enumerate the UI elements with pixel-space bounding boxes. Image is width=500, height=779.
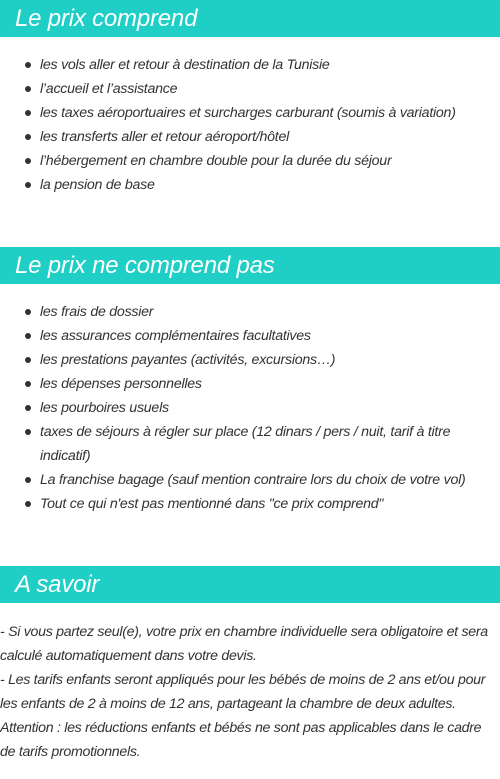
info-paragraph: - Si vous partez seul(e), votre prix en chambre individuelle sera obligatoire et sera calculé automatiquement dans votre devis. [0,624,488,664]
list-item: les taxes aéroportuaires et surcharges carburant (soumis à variation) [0,101,500,125]
info-paragraph: Attention : les réductions enfants et bébés ne sont pas applicables dans le cadre de tarifs promotionnels. [0,720,482,760]
list-item: l’accueil et l’assistance [0,77,500,101]
list-item: La franchise bagage (sauf mention contraire lors du choix de votre vol) [0,468,500,492]
info-paragraph: - Les tarifs enfants seront appliqués pour les bébés de moins de 2 ans et/ou pour les enfants de 2 à moins de 12 ans, partageant la chambre de deux adultes. [0,672,486,712]
list-item: la pension de base [0,173,500,197]
section-header-included [0,0,500,37]
list-item: les prestations payantes (activités, excursions…) [0,348,500,372]
a-savoir-text [0,620,500,764]
list-item: les vols aller et retour à destination de la Tunisie [0,53,500,77]
section-header-not-included [0,247,500,284]
list-item: les frais de dossier [0,300,500,324]
list-item: Tout ce qui n'est pas mentionné dans "ce prix comprend" [0,492,500,516]
list-item: les transferts aller et retour aéroport/hôtel [0,125,500,149]
list-item: taxes de séjours à régler sur place (12 dinars / pers / nuit, tarif à titre indicatif) [0,420,500,468]
list-item: les pourboires usuels [0,396,500,420]
section-title-included: Le prix comprend [15,4,198,32]
included-list [0,53,500,197]
list-item: les dépenses personnelles [0,372,500,396]
section-title-not-included: Le prix ne comprend pas [15,251,275,279]
section-header-a-savoir [0,566,500,603]
list-item: les assurances complémentaires facultatives [0,324,500,348]
not-included-list [0,300,500,516]
section-title-a-savoir: A savoir [15,570,100,598]
list-item: l’hébergement en chambre double pour la durée du séjour [0,149,500,173]
